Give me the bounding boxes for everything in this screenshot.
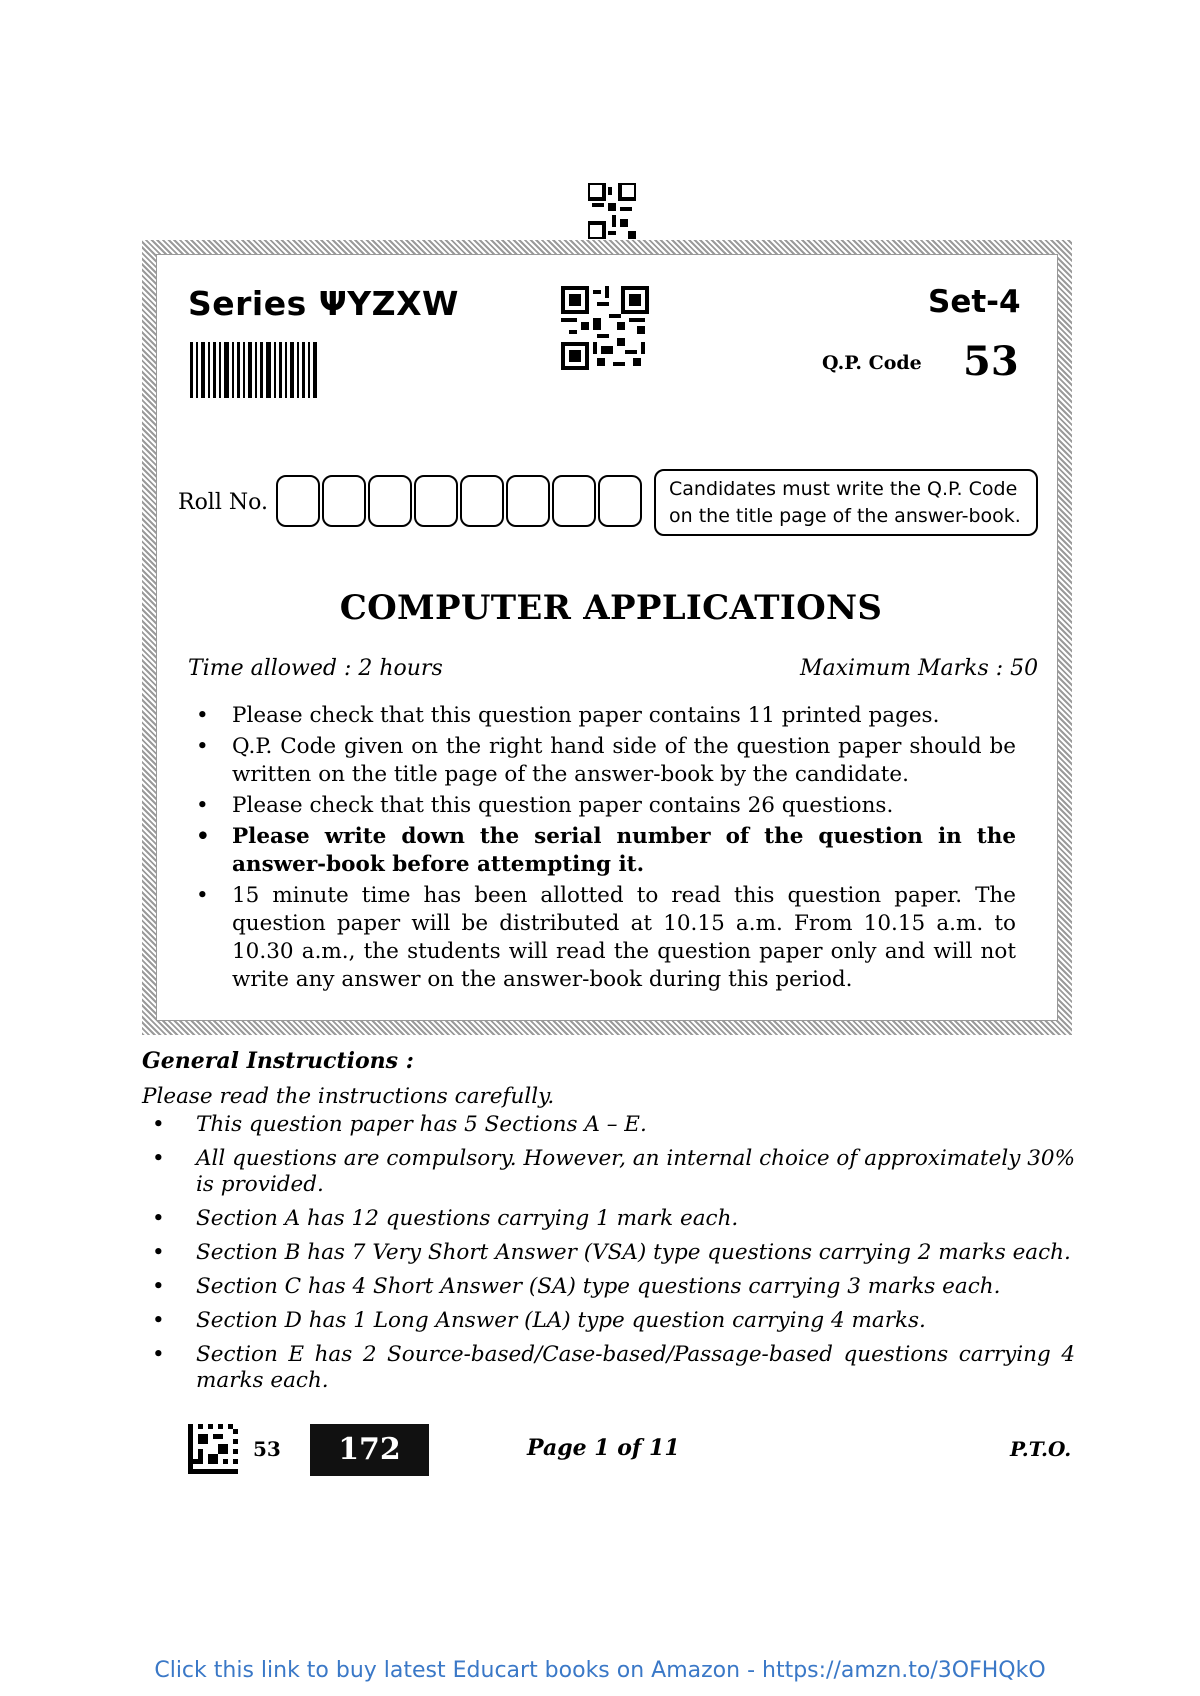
general-instructions-list bbox=[150, 1112, 1075, 1402]
notice-line: on the title page of the answer-book. bbox=[669, 505, 1021, 527]
maximum-marks: Maximum Marks : 50 bbox=[800, 656, 1039, 681]
roll-number-boxes[interactable] bbox=[276, 475, 644, 527]
barcode-icon bbox=[190, 342, 318, 402]
series-label: Series ΨYZXW bbox=[188, 284, 459, 323]
qp-code-notice bbox=[654, 469, 1038, 536]
candidate-instructions bbox=[196, 702, 1016, 997]
page-number: Page 1 of 11 bbox=[527, 1435, 680, 1461]
roll-digit-box[interactable] bbox=[414, 475, 458, 527]
general-instruction-item: • All questions are compulsory. However, an internal choice of approximately 30% is provided. bbox=[150, 1146, 1075, 1198]
instruction-item: • Please write down the serial number of the question in the answer-book before attempting it. bbox=[196, 823, 1016, 879]
general-instructions-intro: Please read the instructions carefully. bbox=[142, 1084, 555, 1109]
time-allowed: Time allowed : 2 hours bbox=[188, 656, 443, 681]
roll-digit-box[interactable] bbox=[322, 475, 366, 527]
general-instruction-item: • Section A has 12 questions carrying 1 mark each. bbox=[150, 1206, 1075, 1232]
qp-code-label: Q.P. Code bbox=[822, 352, 922, 374]
roll-digit-box[interactable] bbox=[552, 475, 596, 527]
general-instruction-item: • Section D has 1 Long Answer (LA) type question carrying 4 marks. bbox=[150, 1308, 1075, 1334]
roll-digit-box[interactable] bbox=[598, 475, 642, 527]
general-instruction-item: • This question paper has 5 Sections A – E. bbox=[150, 1112, 1075, 1138]
qr-code-icon bbox=[561, 286, 649, 370]
general-instruction-item: • Section E has 2 Source-based/Case-based/Passage-based questions carrying 4 marks each. bbox=[150, 1342, 1075, 1394]
general-instruction-item: • Section C has 4 Short Answer (SA) type questions carrying 3 marks each. bbox=[150, 1274, 1075, 1300]
roll-digit-box[interactable] bbox=[506, 475, 550, 527]
roll-digit-box[interactable] bbox=[276, 475, 320, 527]
footer-qp-code: 53 bbox=[253, 1437, 281, 1461]
roll-number-label: Roll No. bbox=[178, 490, 268, 515]
general-instructions-title: General Instructions : bbox=[142, 1048, 414, 1074]
instruction-item: • Please check that this question paper contains 11 printed pages. bbox=[196, 702, 1016, 730]
datamatrix-icon bbox=[188, 1424, 238, 1478]
set-number: Set-4 bbox=[928, 284, 1021, 320]
roll-digit-box[interactable] bbox=[368, 475, 412, 527]
qr-code-icon bbox=[588, 183, 636, 239]
pto-label: P.T.O. bbox=[1010, 1437, 1072, 1461]
instruction-item: • 15 minute time has been allotted to read this question paper. The question paper will be distributed at 10.15 a.m. From 10.15 a.m. to 10.30 a.m., the students will read the question paper only and will not write any answer on the answer-book during this period. bbox=[196, 882, 1016, 994]
amazon-promo-link[interactable]: Click this link to buy latest Educart books on Amazon - https://amzn.to/3OFHQkO bbox=[154, 1658, 1046, 1683]
notice-line: Candidates must write the Q.P. Code bbox=[669, 478, 1018, 500]
footer-number-box: 172 bbox=[310, 1424, 429, 1476]
instruction-item: • Please check that this question paper contains 26 questions. bbox=[196, 792, 1016, 820]
instruction-item: • Q.P. Code given on the right hand side of the question paper should be written on the title page of the answer-book by the candidate. bbox=[196, 733, 1016, 789]
general-instruction-item: • Section B has 7 Very Short Answer (VSA) type questions carrying 2 marks each. bbox=[150, 1240, 1075, 1266]
roll-digit-box[interactable] bbox=[460, 475, 504, 527]
subject-title: COMPUTER APPLICATIONS bbox=[339, 588, 883, 628]
qp-code-value: 53 bbox=[963, 338, 1019, 385]
